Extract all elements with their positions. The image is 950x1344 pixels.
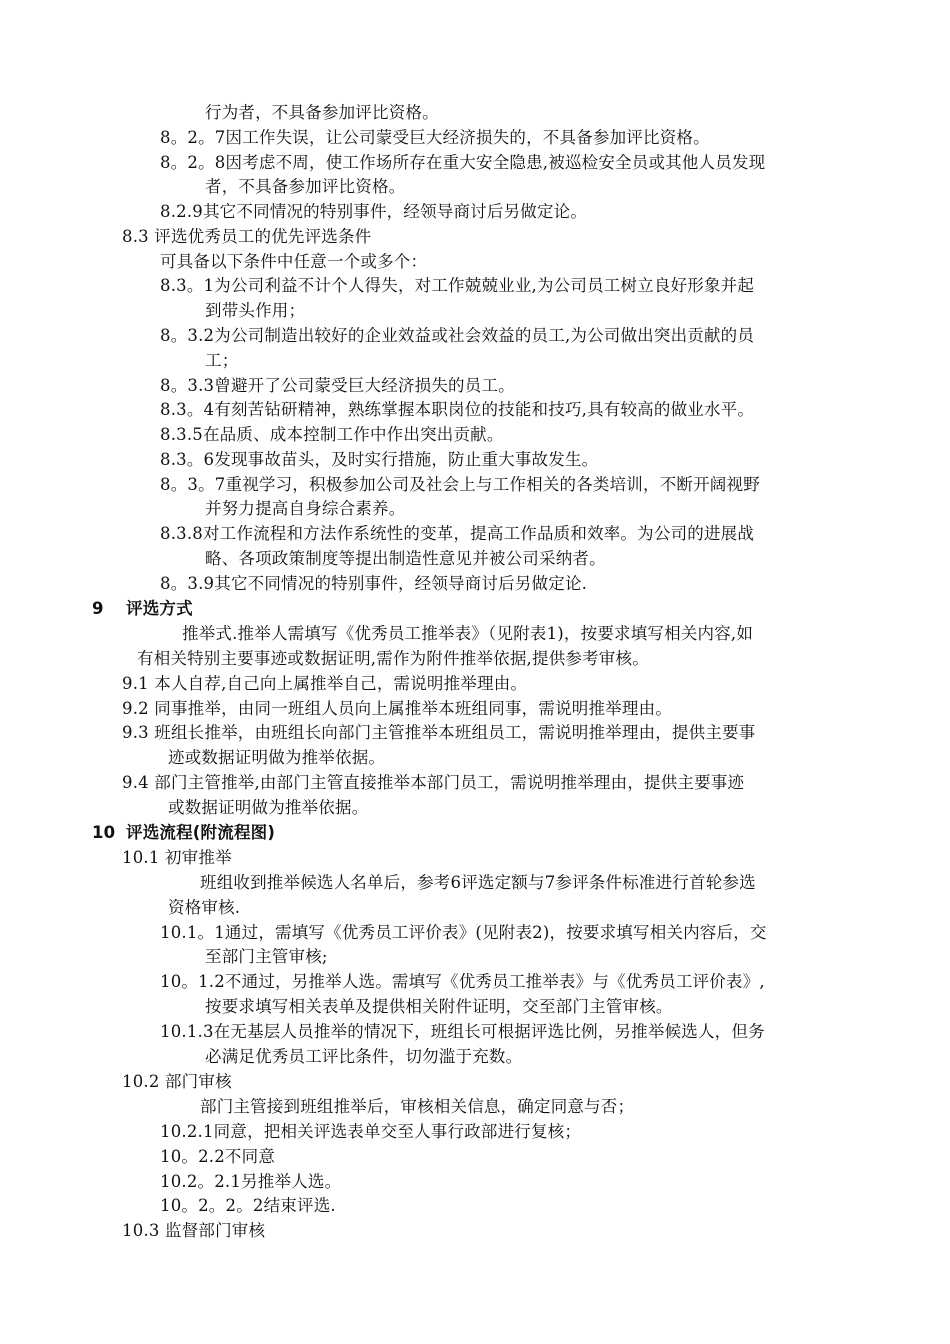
text-line: 必满足优秀员工评比条件，切勿滥于充数。 <box>205 1047 523 1066</box>
text-line: 到带头作用； <box>205 301 306 320</box>
text-line: 9.4 部门主管推举,由部门主管直接推举本部门员工，需说明推举理由，提供主要事迹 <box>122 773 745 792</box>
text-line: 略、各项政策制度等提出制造性意见并被公司采纳者。 <box>205 549 606 568</box>
text-line: 8.3 评选优秀员工的优先评选条件 <box>122 227 372 246</box>
text-line: 按要求填写相关表单及提供相关附件证明，交至部门主管审核。 <box>205 997 673 1016</box>
section-heading <box>92 822 275 844</box>
text-line: 10.2。2.1另推举人选。 <box>160 1172 342 1191</box>
text-line: 8.3.5在品质、成本控制工作中作出突出贡献。 <box>160 425 504 444</box>
text-line: 10。2.2不同意 <box>160 1147 276 1166</box>
text-line: 可具备以下条件中任意一个或多个： <box>160 252 428 271</box>
text-line: 8。3.3曾避开了公司蒙受巨大经济损失的员工。 <box>160 376 515 395</box>
text-line: 8.3。4有刻苦钻研精神，熟练掌握本职岗位的技能和技巧,具有较高的做业水平。 <box>160 400 755 419</box>
text-line: 8。2。8因考虑不周，使工作场所存在重大安全隐患,被巡检安全员或其他人员发现 <box>160 153 766 172</box>
text-line: 10.1.3在无基层人员推举的情况下，班组长可根据评选比例，另推举候选人，但务 <box>160 1022 765 1041</box>
section-number: 10 <box>92 823 116 842</box>
text-line: 9.3 班组长推举，由班组长向部门主管推举本班组员工，需说明推举理由，提供主要事 <box>122 723 756 742</box>
text-line: 9.1 本人自荐,自己向上属推举自己，需说明推举理由。 <box>122 674 528 693</box>
text-line: 8.3。6发现事故苗头，及时实行措施，防止重大事故发生。 <box>160 450 599 469</box>
text-line: 10.2 部门审核 <box>122 1072 232 1091</box>
text-line: 9.2 同事推举，由同一班组人员向上属推举本班组同事，需说明推举理由。 <box>122 699 672 718</box>
text-line: 8.3.8对工作流程和方法作系统性的变革，提高工作品质和效率。为公司的进展战 <box>160 524 755 543</box>
text-line: 10.1 初审推举 <box>122 848 232 867</box>
text-line: 10.1。1通过，需填写《优秀员工评价表》(见附表2)，按要求填写相关内容后，交 <box>160 923 767 942</box>
text-line: 8。3.2为公司制造出较好的企业效益或社会效益的员工,为公司做出突出贡献的员 <box>160 326 755 345</box>
text-line: 8.2.9其它不同情况的特别事件，经领导商讨后另做定论。 <box>160 202 588 221</box>
text-line: 8.3。1为公司利益不计个人得失，对工作兢兢业业,为公司员工树立良好形象并起 <box>160 276 755 295</box>
section-title: 评选方式 <box>126 599 193 618</box>
text-line: 8。2。7因工作失误，让公司蒙受巨大经济损失的，不具备参加评比资格。 <box>160 128 710 147</box>
text-line: 或数据证明做为推举依据。 <box>168 798 369 817</box>
text-line: 者，不具备参加评比资格。 <box>205 177 406 196</box>
text-line: 8。3.9其它不同情况的特别事件，经领导商讨后另做定论. <box>160 574 588 593</box>
text-line: 10。2。2。2结束评选. <box>160 1196 336 1215</box>
section-number: 9 <box>92 599 104 618</box>
text-line: 有相关特别主要事迹或数据证明,需作为附件推举依据,提供参考审核。 <box>137 649 649 668</box>
text-line: 10.2.1同意，把相关评选表单交至人事行政部进行复核； <box>160 1122 582 1141</box>
text-line: 资格审核. <box>168 898 241 917</box>
section-heading <box>92 598 193 620</box>
text-line: 10.3 监督部门审核 <box>122 1221 266 1240</box>
text-line: 推举式.推举人需填写《优秀员工推举表》（见附表1)，按要求填写相关内容,如 <box>182 624 754 643</box>
text-line: 至部门主管审核; <box>205 947 328 966</box>
text-line: 10。1.2不通过，另推举人选。需填写《优秀员工推举表》与《优秀员工评价表》, <box>160 972 765 991</box>
text-line: 并努力提高自身综合素养。 <box>205 499 406 518</box>
text-line: 迹或数据证明做为推举依据。 <box>168 748 386 767</box>
text-line: 行为者，不具备参加评比资格。 <box>205 103 439 122</box>
text-line: 部门主管接到班组推举后，审核相关信息，确定同意与否； <box>200 1097 635 1116</box>
text-line: 班组收到推举候选人名单后，参考6评选定额与7参评条件标准进行首轮参选 <box>200 873 756 892</box>
section-title: 评选流程(附流程图) <box>126 823 276 842</box>
text-line: 8。3。7重视学习，积极参加公司及社会上与工作相关的各类培训，不断开阔视野 <box>160 475 760 494</box>
text-line: 工； <box>205 351 239 370</box>
